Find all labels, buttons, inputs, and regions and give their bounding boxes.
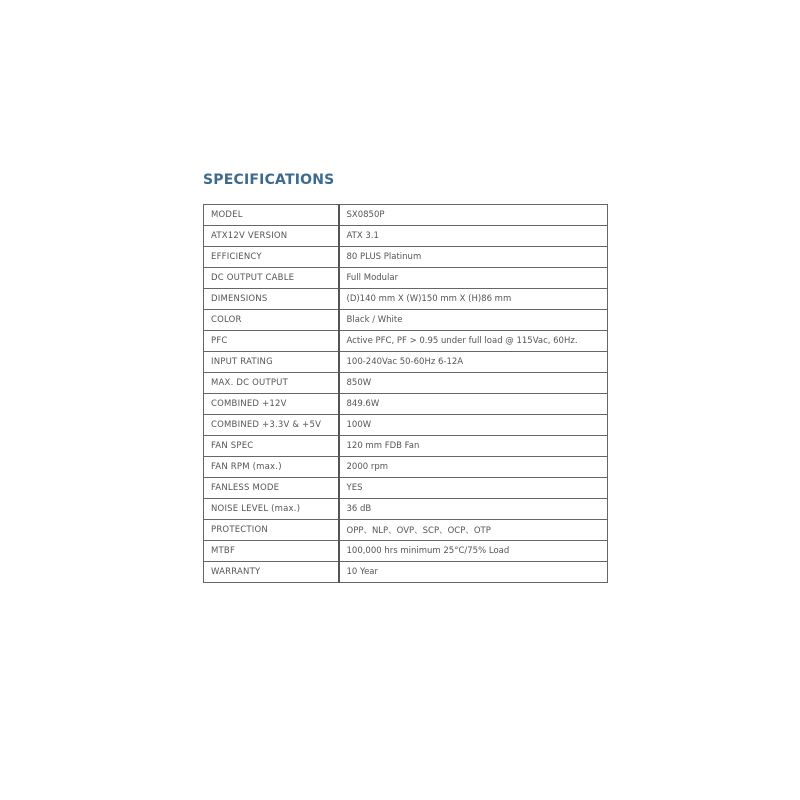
table-row xyxy=(204,352,608,373)
table-row xyxy=(204,541,608,562)
table-row xyxy=(204,478,608,499)
table-row xyxy=(204,436,608,457)
spec-value: 100W xyxy=(339,415,608,436)
spec-value: Black / White xyxy=(339,310,608,331)
table-row xyxy=(204,394,608,415)
spec-value: 10 Year xyxy=(339,562,608,583)
spec-label: MODEL xyxy=(204,205,339,226)
spec-value: 100,000 hrs minimum 25°C/75% Load xyxy=(339,541,608,562)
spec-label: MAX. DC OUTPUT xyxy=(204,373,339,394)
spec-value: 120 mm FDB Fan xyxy=(339,436,608,457)
spec-value: YES xyxy=(339,478,608,499)
spec-value: 100-240Vac 50-60Hz 6-12A xyxy=(339,352,608,373)
spec-label: EFFICIENCY xyxy=(204,247,339,268)
table-row xyxy=(204,499,608,520)
spec-value: 80 PLUS Platinum xyxy=(339,247,608,268)
spec-value: OPP、NLP、OVP、SCP、OCP、OTP xyxy=(339,520,608,541)
spec-label: PFC xyxy=(204,331,339,352)
spec-label: PROTECTION xyxy=(204,520,339,541)
spec-label: INPUT RATING xyxy=(204,352,339,373)
spec-label: DC OUTPUT CABLE xyxy=(204,268,339,289)
spec-value: 36 dB xyxy=(339,499,608,520)
spec-label: COLOR xyxy=(204,310,339,331)
page-title: SPECIFICATIONS xyxy=(203,172,335,188)
spec-value: ATX 3.1 xyxy=(339,226,608,247)
spec-label: COMBINED +12V xyxy=(204,394,339,415)
table-row xyxy=(204,205,608,226)
table-row xyxy=(204,373,608,394)
table-row xyxy=(204,247,608,268)
table-row xyxy=(204,289,608,310)
spec-value: Full Modular xyxy=(339,268,608,289)
spec-label: NOISE LEVEL (max.) xyxy=(204,499,339,520)
spec-value: 849.6W xyxy=(339,394,608,415)
table-row xyxy=(204,268,608,289)
spec-value: 850W xyxy=(339,373,608,394)
specifications-table xyxy=(203,204,608,583)
table-row xyxy=(204,415,608,436)
spec-label: ATX12V VERSION xyxy=(204,226,339,247)
spec-label: COMBINED +3.3V & +5V xyxy=(204,415,339,436)
spec-label: FAN RPM (max.) xyxy=(204,457,339,478)
spec-value: 2000 rpm xyxy=(339,457,608,478)
table-row xyxy=(204,562,608,583)
spec-label: FANLESS MODE xyxy=(204,478,339,499)
spec-value: SX0850P xyxy=(339,205,608,226)
spec-label: MTBF xyxy=(204,541,339,562)
table-row xyxy=(204,226,608,247)
table-row xyxy=(204,520,608,541)
table-row xyxy=(204,457,608,478)
spec-label: DIMENSIONS xyxy=(204,289,339,310)
table-row xyxy=(204,310,608,331)
table-row xyxy=(204,331,608,352)
spec-label: FAN SPEC xyxy=(204,436,339,457)
spec-label: WARRANTY xyxy=(204,562,339,583)
spec-value: (D)140 mm X (W)150 mm X (H)86 mm xyxy=(339,289,608,310)
spec-value: Active PFC, PF > 0.95 under full load @ 115Vac, 60Hz. xyxy=(339,331,608,352)
